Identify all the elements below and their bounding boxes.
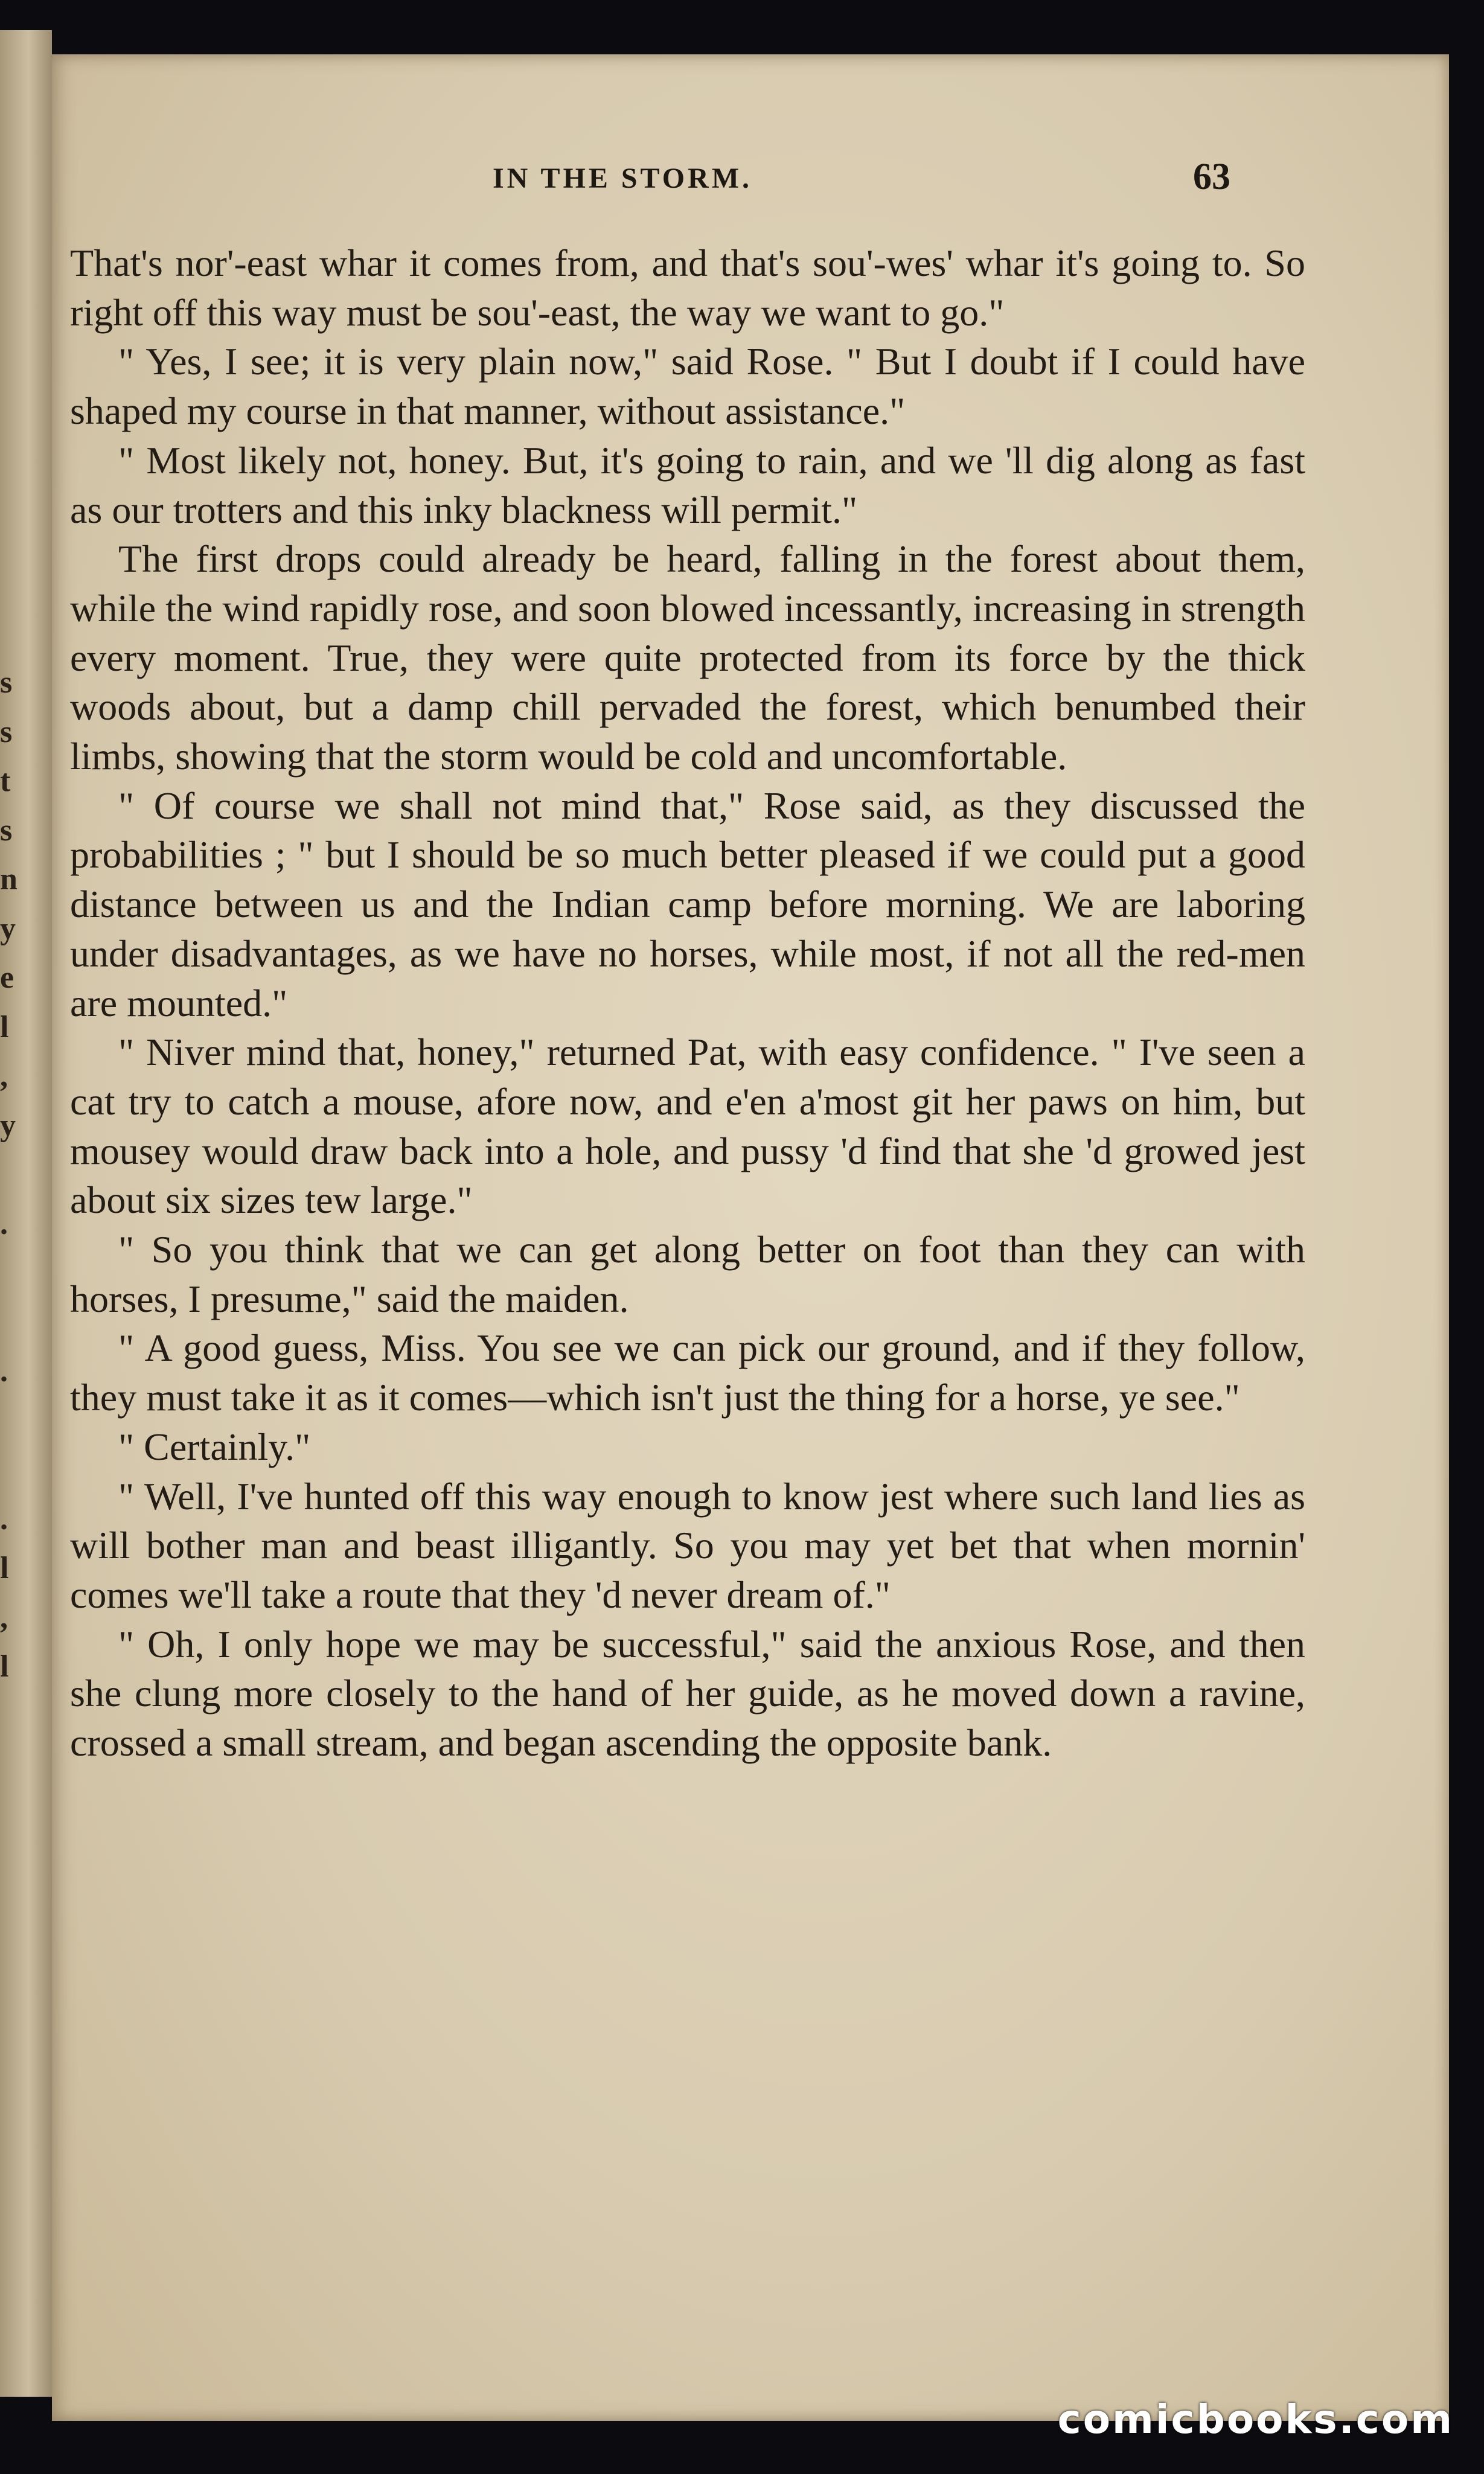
bleed-char: . [0, 1206, 8, 1241]
bleed-char [0, 1298, 22, 1347]
paragraph: " Well, I've hunted off this way enough to know jest where such land lies as will bother man and beast illigantly. So you may yet bet that when mornin' comes we'll take a route that they 'd never dream of." [70, 1474, 1305, 1616]
bleed-char: . [0, 1354, 8, 1389]
bleed-char: l [0, 1649, 9, 1684]
paragraph: That's nor'-east whar it comes from, and that's sou'-wes' whar it's going to. So right off this way must be sou'-east, the way we want to go." [70, 241, 1305, 334]
paragraph: " Niver mind that, honey," returned Pat, with easy confidence. " I've seen a cat try to catch a mouse, afore now, and e'en a'most git her paws on him, but mousey would draw back into a hole, and pussy 'd find that she 'd growed jest about six sizes tew large." [70, 1031, 1305, 1222]
paragraph: " Most likely not, honey. But, it's going to rain, and we 'll dig along as fast as our trotters and this inky blackness will permit." [70, 438, 1305, 531]
bleed-char: l [0, 1551, 9, 1585]
bleed-char: y [0, 1108, 16, 1143]
bleed-char: . [0, 1501, 8, 1536]
bleed-char: , [0, 1600, 8, 1635]
site-watermark: comicbooks.com [1057, 2396, 1454, 2443]
body-text [70, 238, 1305, 1768]
facing-page-edge [0, 30, 52, 2397]
bleed-char: n [0, 862, 18, 897]
book-page [52, 54, 1449, 2421]
bleed-char: t [0, 764, 11, 798]
bleed-char: , [0, 1059, 8, 1093]
bleed-char [0, 1445, 22, 1495]
page-number: 63 [1193, 156, 1230, 197]
paragraph: " Oh, I only hope we may be successful," said the anxious Rose, and then she clung more closely to the hand of her guide, as he moved down a ravine, crossed a small stream, and began ascending the opposite bank. [70, 1622, 1305, 1765]
bleed-char: s [0, 665, 13, 700]
page-header [52, 156, 1449, 210]
bleed-char [0, 1396, 22, 1446]
bleed-char [0, 1150, 22, 1200]
bleed-char: s [0, 714, 13, 749]
bleed-char: e [0, 961, 14, 995]
bleed-char: l [0, 1009, 9, 1044]
bleed-char: s [0, 813, 13, 848]
paragraph: The first drops could already be heard, falling in the forest about them, while the wind rapidly rose, and soon blowed incessantly, increasing in strength every moment. True, they were quite protected from its force by the thick woods about, but a damp chill pervaded the forest, which benumbed their limbs, showing that the storm would be cold and uncomfortable. [70, 537, 1305, 778]
bleed-char: y [0, 911, 16, 946]
paragraph: " Certainly." [118, 1425, 311, 1468]
running-head: IN THE STORM. [493, 162, 752, 194]
facing-page-bleed [0, 658, 22, 1692]
paragraph: " So you think that we can get along better on foot than they can with horses, I presume," said the maiden. [70, 1228, 1305, 1320]
paragraph: " Of course we shall not mind that," Rose said, as they discussed the probabilities ; " but I should be so much better pleased if we could put a good distance between us and the Indian camp before morning. We are laboring under disadvantages, as we have no horses, while most, if not all the red-men are mounted." [70, 784, 1305, 1024]
paragraph: " A good guess, Miss. You see we can pick our ground, and if they follow, they must take it as it comes—which isn't just the thing for a horse, ye see." [70, 1326, 1305, 1419]
paragraph: " Yes, I see; it is very plain now," said Rose. " But I doubt if I could have shaped my course in that manner, without assistance." [70, 340, 1305, 433]
bleed-char [0, 1248, 22, 1298]
